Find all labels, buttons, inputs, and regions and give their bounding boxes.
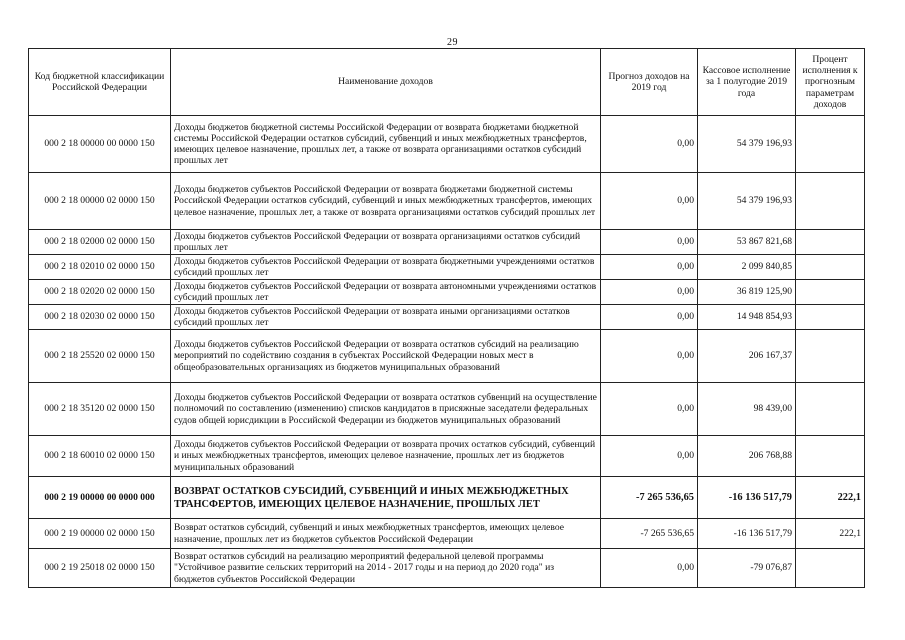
cell-code: 000 2 18 02010 02 0000 150: [29, 255, 171, 280]
cell-forecast: 0,00: [601, 255, 698, 280]
cell-forecast: 0,00: [601, 383, 698, 436]
cell-name: Доходы бюджетов субъектов Российской Федерации от возврата бюджетами бюджетной системы Российской Федерации остатков субсидий, субвенций и иных межбюджетных трансфертов, имеющих целевое назначение, прошлых лет, а также от возврата организациями остатков субсидий прошлых лет: [171, 173, 601, 230]
cell-percent: [796, 549, 865, 588]
cell-executed: -79 076,87: [698, 549, 796, 588]
cell-executed: 206 167,37: [698, 330, 796, 383]
cell-code: 000 2 19 00000 02 0000 150: [29, 519, 171, 549]
revenue-table-container: [28, 48, 864, 588]
cell-code: 000 2 18 35120 02 0000 150: [29, 383, 171, 436]
cell-name: Доходы бюджетов субъектов Российской Федерации от возврата остатков субвенций на осуществление полномочий по составлению (изменению) списков кандидатов в присяжные заседатели федеральных судов общей юрисдикции в Российской Федерации из бюджетов муниципальных образований: [171, 383, 601, 436]
table-row: [29, 436, 865, 477]
header-forecast: Прогноз доходов на 2019 год: [601, 49, 698, 116]
cell-forecast: 0,00: [601, 116, 698, 173]
cell-executed: 54 379 196,93: [698, 173, 796, 230]
cell-code: 000 2 18 02000 02 0000 150: [29, 230, 171, 255]
cell-code: 000 2 18 02020 02 0000 150: [29, 280, 171, 305]
cell-name: Возврат остатков субсидий, субвенций и иных межбюджетных трансфертов, имеющих целевое назначение, прошлых лет из бюджетов субъектов Российской Федерации: [171, 519, 601, 549]
cell-code: 000 2 18 25520 02 0000 150: [29, 330, 171, 383]
revenue-table: [28, 48, 865, 588]
table-row: [29, 383, 865, 436]
cell-percent: [796, 230, 865, 255]
cell-name: Доходы бюджетов субъектов Российской Федерации от возврата автономными учреждениями остатков субсидий прошлых лет: [171, 280, 601, 305]
cell-name: Доходы бюджетов бюджетной системы Российской Федерации от возврата бюджетами бюджетной системы Российской Федерации остатков субсидий, субвенций и иных межбюджетных трансфертов, имеющих целевое назначение, прошлых лет, а также от возврата организациями остатков субсидий прошлых лет: [171, 116, 601, 173]
cell-code: 000 2 18 02030 02 0000 150: [29, 305, 171, 330]
table-header-row: [29, 49, 865, 116]
table-row: [29, 116, 865, 173]
cell-name: Доходы бюджетов субъектов Российской Федерации от возврата прочих остатков субсидий, субвенций и иных межбюджетных трансфертов, имеющих целевое назначение, прошлых лет из бюджетов муниципальных образований: [171, 436, 601, 477]
cell-executed: 2 099 840,85: [698, 255, 796, 280]
cell-forecast: 0,00: [601, 436, 698, 477]
table-row: [29, 230, 865, 255]
cell-executed: -16 136 517,79: [698, 519, 796, 549]
cell-forecast: 0,00: [601, 230, 698, 255]
cell-percent: [796, 330, 865, 383]
cell-percent: [796, 383, 865, 436]
cell-name: Доходы бюджетов субъектов Российской Федерации от возврата организациями остатков субсидий прошлых лет: [171, 230, 601, 255]
table-row: [29, 477, 865, 519]
cell-executed: 54 379 196,93: [698, 116, 796, 173]
cell-forecast: 0,00: [601, 173, 698, 230]
cell-forecast: 0,00: [601, 305, 698, 330]
cell-code: 000 2 19 25018 02 0000 150: [29, 549, 171, 588]
table-row: [29, 280, 865, 305]
table-row: [29, 330, 865, 383]
cell-percent: [796, 173, 865, 230]
cell-percent: 222,1: [796, 477, 865, 519]
header-percent: Процент исполнения к прогнозным параметрам доходов: [796, 49, 865, 116]
cell-code: 000 2 19 00000 00 0000 000: [29, 477, 171, 519]
cell-percent: [796, 280, 865, 305]
page-number: 29: [447, 37, 458, 48]
cell-name: Возврат остатков субсидий на реализацию мероприятий федеральной целевой программы "Устойчивое развитие сельских территорий на 2014 - 2017 годы и на период до 2020 года" из бюджетов субъектов Российской Федерации: [171, 549, 601, 588]
cell-code: 000 2 18 00000 00 0000 150: [29, 116, 171, 173]
cell-executed: 206 768,88: [698, 436, 796, 477]
cell-executed: 53 867 821,68: [698, 230, 796, 255]
table-body: [29, 116, 865, 588]
cell-executed: -16 136 517,79: [698, 477, 796, 519]
cell-percent: 222,1: [796, 519, 865, 549]
cell-percent: [796, 255, 865, 280]
cell-forecast: -7 265 536,65: [601, 519, 698, 549]
cell-forecast: -7 265 536,65: [601, 477, 698, 519]
table-row: [29, 549, 865, 588]
header-executed: Кассовое исполнение за 1 полугодие 2019 года: [698, 49, 796, 116]
cell-forecast: 0,00: [601, 549, 698, 588]
cell-executed: 14 948 854,93: [698, 305, 796, 330]
cell-name: Доходы бюджетов субъектов Российской Федерации от возврата бюджетными учреждениями остатков субсидий прошлых лет: [171, 255, 601, 280]
cell-forecast: 0,00: [601, 280, 698, 305]
cell-percent: [796, 305, 865, 330]
cell-executed: 36 819 125,90: [698, 280, 796, 305]
cell-name: ВОЗВРАТ ОСТАТКОВ СУБСИДИЙ, СУБВЕНЦИЙ И ИНЫХ МЕЖБЮДЖЕТНЫХ ТРАНСФЕРТОВ, ИМЕЮЩИХ ЦЕЛЕВОЕ НАЗНАЧЕНИЕ, ПРОШЛЫХ ЛЕТ: [171, 477, 601, 519]
table-row: [29, 173, 865, 230]
cell-code: 000 2 18 00000 02 0000 150: [29, 173, 171, 230]
cell-name: Доходы бюджетов субъектов Российской Федерации от возврата иными организациями остатков субсидий прошлых лет: [171, 305, 601, 330]
cell-name: Доходы бюджетов субъектов Российской Федерации от возврата остатков субсидий на реализацию мероприятий по содействию создания в субъектах Российской Федерации новых мест в общеобразовательных организациях из бюджетов муниципальных образований: [171, 330, 601, 383]
header-name: Наименование доходов: [171, 49, 601, 116]
table-row: [29, 305, 865, 330]
cell-executed: 98 439,00: [698, 383, 796, 436]
cell-forecast: 0,00: [601, 330, 698, 383]
header-code: Код бюджетной классификации Российской Федерации: [29, 49, 171, 116]
table-row: [29, 255, 865, 280]
table-row: [29, 519, 865, 549]
cell-code: 000 2 18 60010 02 0000 150: [29, 436, 171, 477]
cell-percent: [796, 116, 865, 173]
cell-percent: [796, 436, 865, 477]
